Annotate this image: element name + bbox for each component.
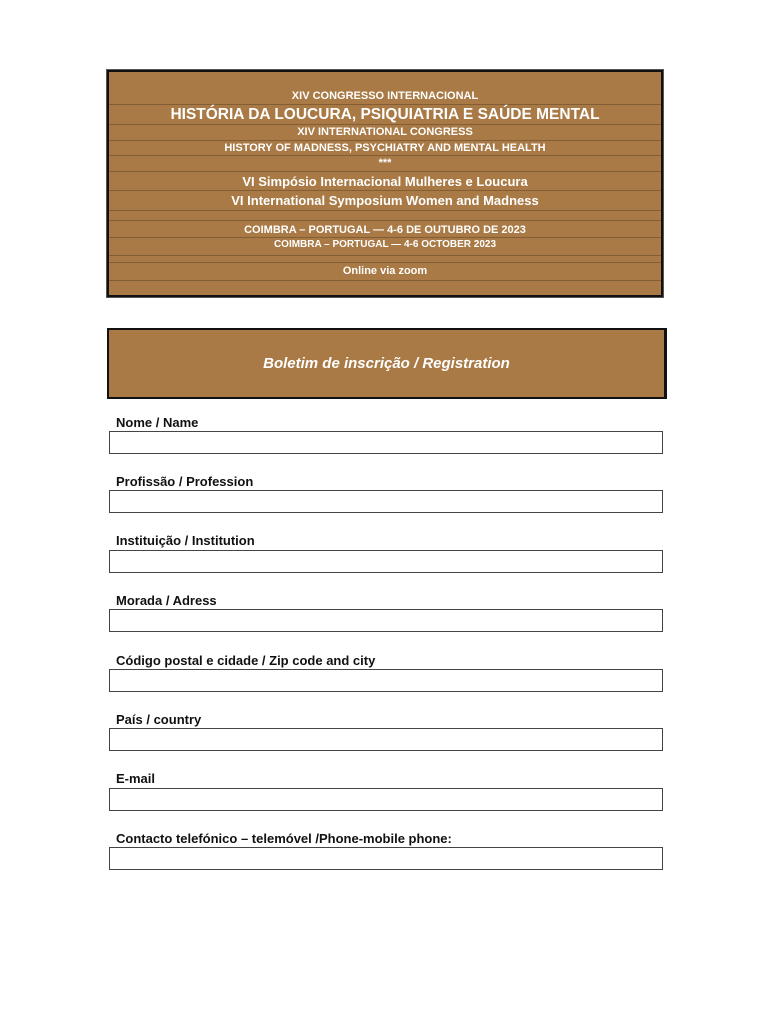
name-field[interactable]: [109, 431, 663, 454]
location-date-pt: COIMBRA – PORTUGAL — 4-6 DE OUTUBRO DE 2023: [244, 224, 526, 236]
phone-field[interactable]: [109, 847, 663, 870]
congress-title-pt-prefix: XIV CONGRESSO INTERNACIONAL: [291, 90, 479, 102]
address-field[interactable]: [109, 609, 663, 632]
phone-label: Contacto telefónico – telemóvel /Phone-mobile phone:: [116, 831, 452, 846]
congress-title-en-prefix: XIV INTERNATIONAL CONGRESS: [297, 126, 473, 138]
registration-banner: [107, 328, 667, 399]
symposium-title-en: VI International Symposium Women and Madness: [231, 193, 539, 208]
name-label: Nome / Name: [116, 415, 199, 430]
email-label: E-mail: [116, 771, 156, 786]
country-field[interactable]: [109, 728, 663, 751]
zip-city-label: Código postal e cidade / Zip code and city: [116, 653, 376, 668]
country-label: País / country: [116, 712, 202, 727]
congress-header: [107, 70, 663, 297]
address-label: Morada / Adress: [116, 593, 217, 608]
email-field[interactable]: [109, 788, 663, 811]
zip-city-field[interactable]: [109, 669, 663, 692]
profession-label: Profissão / Profession: [116, 474, 254, 489]
institution-label: Instituição / Institution: [116, 533, 255, 548]
congress-title-pt: HISTÓRIA DA LOUCURA, PSIQUIATRIA E SAÚDE MENTAL: [170, 106, 600, 123]
institution-field[interactable]: [109, 550, 663, 573]
symposium-title-pt: VI Simpósio Internacional Mulheres e Loucura: [242, 174, 528, 189]
online-note: Online via zoom: [342, 265, 428, 277]
registration-title: Boletim de inscrição / Registration: [263, 355, 510, 372]
profession-field[interactable]: [109, 490, 663, 513]
location-date-en: COIMBRA – PORTUGAL — 4-6 OCTOBER 2023: [273, 239, 497, 250]
congress-title-en: HISTORY OF MADNESS, PSYCHIATRY AND MENTAL HEALTH: [224, 142, 546, 154]
separator-asterisks: ***: [378, 157, 392, 169]
